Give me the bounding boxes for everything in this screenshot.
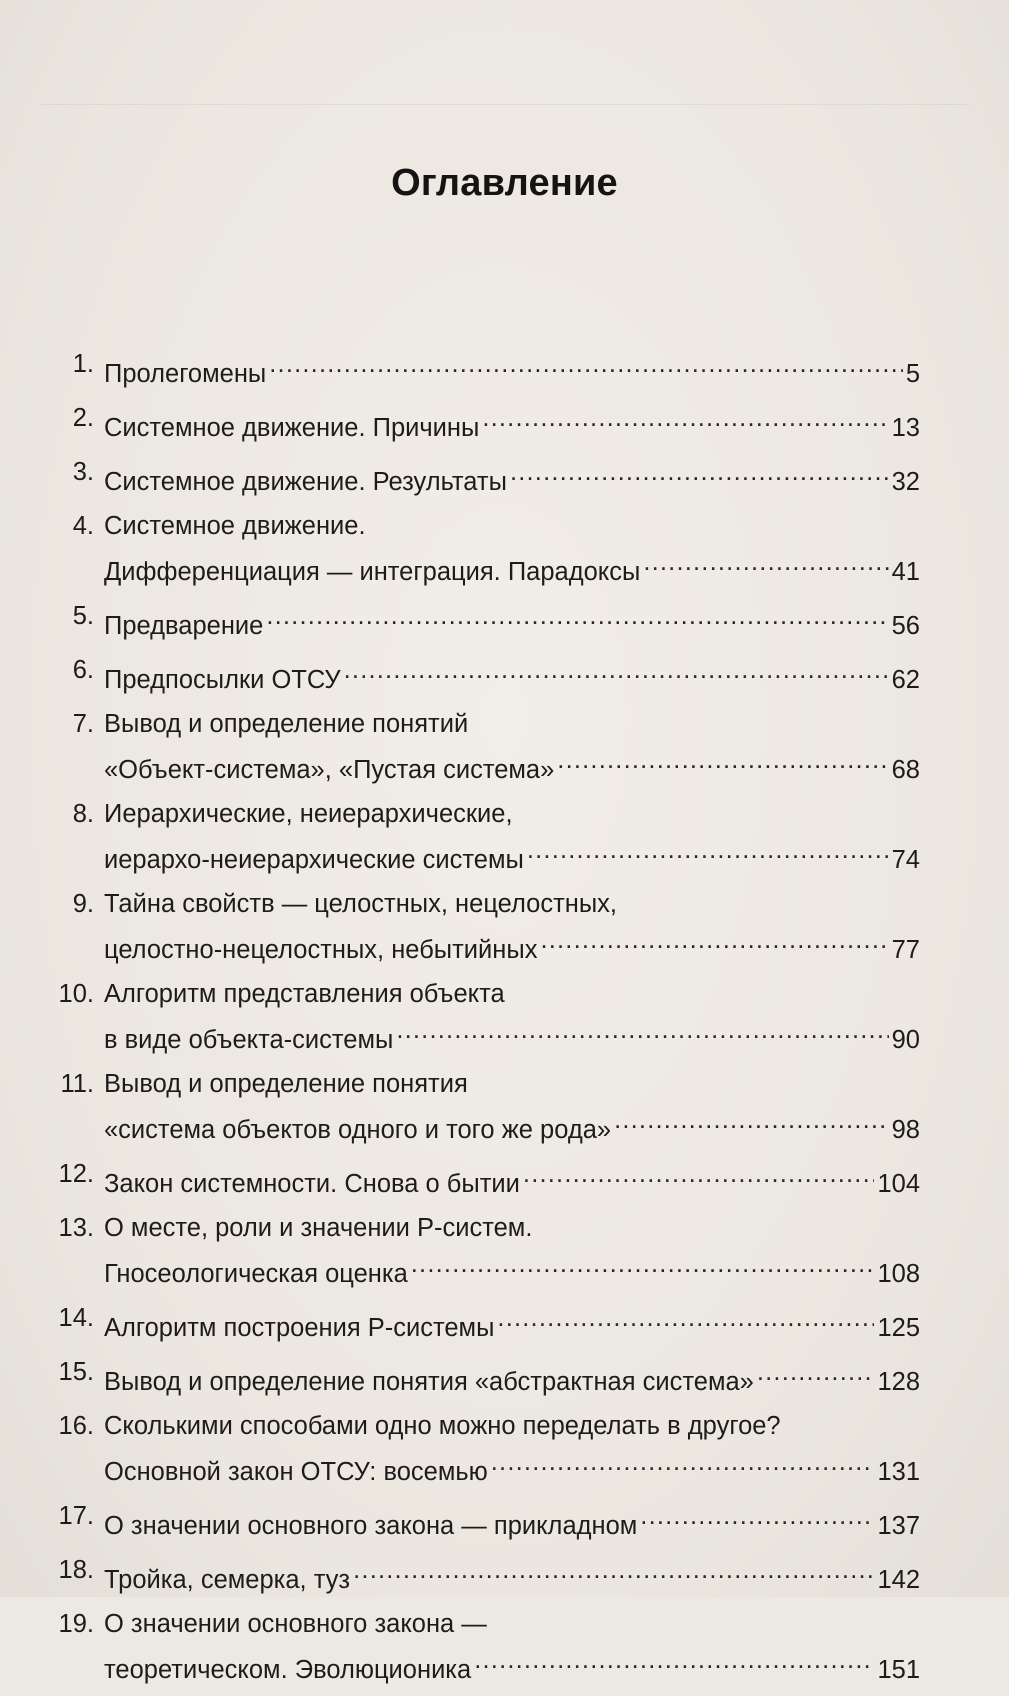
toc-entry-title-line: Тайна свойств — целостных, нецелостных, xyxy=(104,890,617,918)
dot-leader xyxy=(353,1552,874,1588)
toc-entry-final-line xyxy=(104,1300,920,1346)
dot-leader xyxy=(396,1012,888,1048)
toc-entry-number: 13. xyxy=(58,1214,94,1242)
toc-entry-title-line: Системное движение. xyxy=(104,512,366,540)
toc-entry xyxy=(58,976,920,1058)
toc-entry-number: 5. xyxy=(72,602,94,630)
toc-entry-page-number: 90 xyxy=(891,1026,920,1054)
toc-entry-page-number: 104 xyxy=(877,1170,920,1198)
toc-entry-final-line xyxy=(104,544,920,590)
toc-entry-number: 9. xyxy=(72,890,94,918)
dot-leader xyxy=(482,400,888,436)
toc-entry-final-line xyxy=(104,832,920,878)
toc-entry-final-line xyxy=(104,1246,920,1292)
toc-entry-number: 12. xyxy=(58,1160,94,1188)
page-title: Оглавление xyxy=(391,162,618,204)
toc-entry-number: 19. xyxy=(58,1610,94,1638)
toc-entry-page-number: 13 xyxy=(891,414,920,442)
toc-entry-title-line: Пролегомены xyxy=(104,360,267,388)
toc-entry-final-line xyxy=(104,598,920,644)
toc-entry xyxy=(58,1066,920,1148)
toc-entry-number: 14. xyxy=(58,1304,94,1332)
toc-entry xyxy=(58,706,920,788)
toc-entry-title-line: Вывод и определение понятия «абстрактная система» xyxy=(104,1368,754,1396)
toc-entry-number: 3. xyxy=(72,458,94,486)
dot-leader xyxy=(491,1444,875,1480)
toc-entry-title-line: Сколькими способами одно можно переделать в другое? xyxy=(104,1412,781,1440)
toc-entry-page-number: 68 xyxy=(891,756,920,784)
toc-entry-title-line: Системное движение. Результаты xyxy=(104,468,507,496)
toc-entry-title-line: «система объектов одного и того же рода» xyxy=(104,1116,612,1144)
toc-entry-title-line: Предварение xyxy=(104,612,264,640)
toc-entry-number: 18. xyxy=(58,1556,94,1584)
toc-entry-title-line: теоретическом. Эволюционика xyxy=(104,1656,472,1684)
toc-entry-page-number: 74 xyxy=(891,846,920,874)
toc-entry-page-number: 142 xyxy=(877,1566,920,1594)
toc-entry-page-number: 131 xyxy=(877,1458,920,1486)
toc-entry-number: 11. xyxy=(60,1070,94,1098)
toc-entry xyxy=(58,400,920,446)
toc-entry-title-line: Основной закон ОТСУ: восемью xyxy=(104,1458,488,1486)
toc-entry-number: 4. xyxy=(72,512,94,540)
toc-entry-title-line: Алгоритм представления объекта xyxy=(104,980,505,1008)
dot-leader xyxy=(269,346,903,382)
toc-entry-title-line: Закон системности. Снова о бытии xyxy=(104,1170,520,1198)
toc-entry-page-number: 5 xyxy=(905,360,920,388)
toc-entry xyxy=(58,886,920,968)
toc-entry-final-line xyxy=(104,1444,920,1490)
toc-entry-page-number: 62 xyxy=(891,666,920,694)
toc-entry-title-line: Вывод и определение понятий xyxy=(104,710,469,738)
toc-entry xyxy=(58,1156,920,1202)
toc-entry-number: 2. xyxy=(72,404,94,432)
toc-entry-title-line: О месте, роли и значении Р-систем. xyxy=(104,1214,533,1242)
toc-entry-number: 10. xyxy=(58,980,94,1008)
toc-entry-final-line xyxy=(104,454,920,500)
toc-entry-final-line xyxy=(104,1552,920,1598)
toc-entry-final-line xyxy=(104,1642,920,1688)
bleed-through-rule xyxy=(40,104,969,105)
toc-entry-final-line xyxy=(104,400,920,446)
toc-entry xyxy=(58,1408,920,1490)
toc-entry-page-number: 137 xyxy=(877,1512,920,1540)
toc-entry xyxy=(58,1606,920,1688)
toc-entry-page-number: 108 xyxy=(877,1260,920,1288)
toc-entry-number: 8. xyxy=(72,800,94,828)
toc-entry-final-line xyxy=(104,652,920,698)
toc-entry-title-line: О значении основного закона — прикладном xyxy=(104,1512,638,1540)
toc-entry-title-line: Предпосылки ОТСУ xyxy=(104,666,341,694)
toc-entry xyxy=(58,796,920,878)
dot-leader xyxy=(640,1498,874,1534)
toc-entry-title-line: иерархо-неиерархические системы xyxy=(104,846,524,874)
toc-entry-page-number: 32 xyxy=(891,468,920,496)
toc-entry-page-number: 128 xyxy=(877,1368,920,1396)
toc-entry-title-line: Гносеологическая оценка xyxy=(104,1260,408,1288)
toc-entry-final-line xyxy=(104,922,920,968)
toc-entry-title-line: Системное движение. Причины xyxy=(104,414,480,442)
toc-entry xyxy=(58,652,920,698)
toc-entry-title-line: в виде объекта-системы xyxy=(104,1026,394,1054)
dot-leader xyxy=(614,1102,889,1138)
toc-entry-title-line: Иерархические, неиерархические, xyxy=(104,800,513,828)
dot-leader xyxy=(643,544,888,580)
toc-entry-page-number: 41 xyxy=(891,558,920,586)
toc-entry xyxy=(58,1354,920,1400)
table-of-contents xyxy=(58,346,920,1696)
toc-entry-title-line: целостно-нецелостных, небытийных xyxy=(104,936,538,964)
toc-entry-page-number: 98 xyxy=(891,1116,920,1144)
dot-leader xyxy=(344,652,889,688)
toc-entry-number: 16. xyxy=(58,1412,94,1440)
toc-entry-page-number: 125 xyxy=(877,1314,920,1342)
toc-entry xyxy=(58,598,920,644)
toc-entry xyxy=(58,454,920,500)
toc-entry-number: 15. xyxy=(58,1358,94,1386)
dot-leader xyxy=(527,832,889,868)
dot-leader xyxy=(757,1354,875,1390)
toc-entry-title-line: Тройка, семерка, туз xyxy=(104,1566,351,1594)
dot-leader xyxy=(557,742,888,778)
toc-entry-title-line: Дифференциация — интеграция. Парадоксы xyxy=(104,558,641,586)
toc-entry-number: 1. xyxy=(72,350,94,378)
toc-entry-title-line: Алгоритм построения Р-системы xyxy=(104,1314,495,1342)
dot-leader xyxy=(411,1246,875,1282)
dot-leader xyxy=(497,1300,874,1336)
toc-entry-number: 17. xyxy=(58,1502,94,1530)
dot-leader xyxy=(266,598,888,634)
toc-entry-final-line xyxy=(104,1156,920,1202)
toc-entry-title-line: Вывод и определение понятия xyxy=(104,1070,468,1098)
toc-entry-page-number: 56 xyxy=(891,612,920,640)
toc-entry xyxy=(58,508,920,590)
toc-entry-final-line xyxy=(104,346,920,392)
toc-entry-final-line xyxy=(104,1012,920,1058)
toc-entry-number: 7. xyxy=(72,710,94,738)
toc-entry-number: 6. xyxy=(72,656,94,684)
dot-leader xyxy=(510,454,889,490)
toc-entry-title-line: О значении основного закона — xyxy=(104,1610,487,1638)
toc-entry-page-number: 77 xyxy=(891,936,920,964)
toc-entry xyxy=(58,1552,920,1598)
toc-entry-title-line: «Объект-система», «Пустая система» xyxy=(104,756,555,784)
toc-entry xyxy=(58,1300,920,1346)
toc-entry xyxy=(58,1210,920,1292)
toc-entry-final-line xyxy=(104,1498,920,1544)
toc-entry-final-line xyxy=(104,742,920,788)
toc-entry xyxy=(58,1498,920,1544)
toc-entry-final-line xyxy=(104,1102,920,1148)
toc-entry-final-line xyxy=(104,1354,920,1400)
toc-entry xyxy=(58,346,920,392)
toc-entry-page-number: 151 xyxy=(877,1656,920,1684)
dot-leader xyxy=(540,922,888,958)
dot-leader xyxy=(474,1642,874,1678)
dot-leader xyxy=(523,1156,875,1192)
